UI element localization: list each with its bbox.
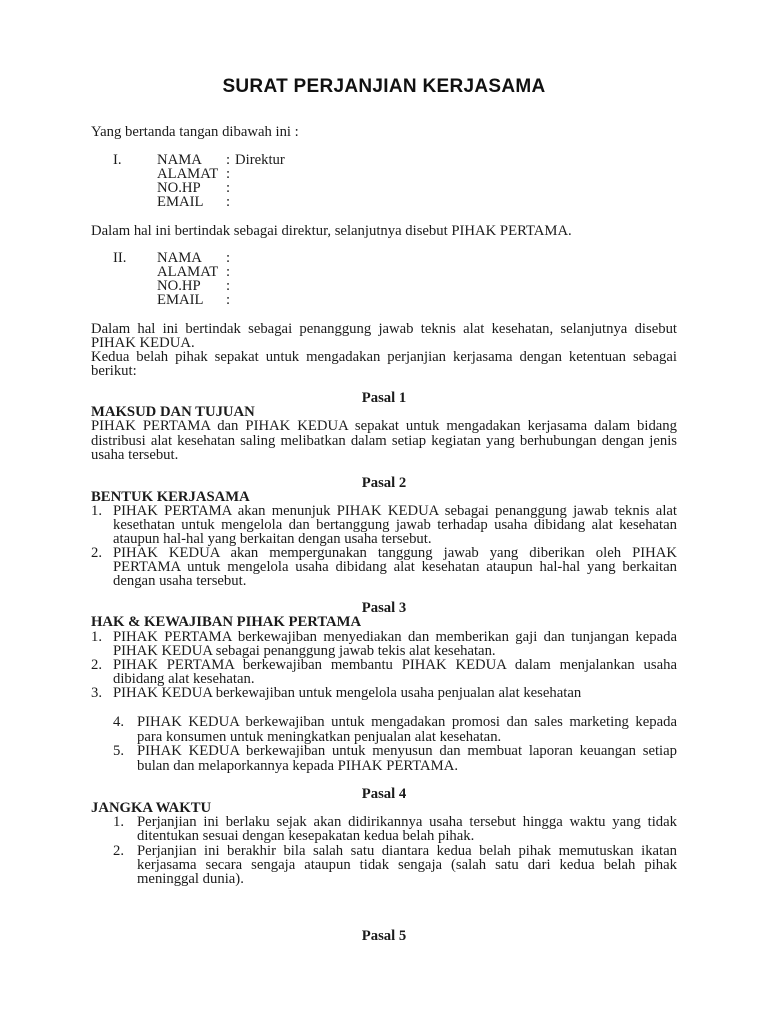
paragraph-line: kerjasama secara sengaja ataupun tidak sengaja (salah satu dari kedua belah pihak <box>137 856 677 873</box>
article-heading: Pasal 5 <box>361 928 407 944</box>
party-field-row <box>113 181 533 195</box>
field-value-nama: Direktur <box>235 152 285 168</box>
field-label-email: EMAIL <box>157 194 204 210</box>
paragraph-line: berikut: <box>91 363 137 379</box>
list-number: 2. <box>113 842 125 859</box>
paragraph-line: dibidang alat kesehatan. <box>113 671 255 687</box>
paragraph-line: PIHAK KEDUA berkewajiban untuk menyusun dan membuat laporan keuangan setiap <box>137 743 677 760</box>
paragraph-line: PIHAK KEDUA berkewajiban untuk mengelola usaha penjualan alat kesehatan <box>113 685 582 701</box>
list-number: 5. <box>113 743 125 760</box>
list-item <box>91 504 677 546</box>
list-number: 3. <box>91 685 103 701</box>
agreement-intro <box>91 350 677 378</box>
field-label-alamat: ALAMAT <box>157 166 219 182</box>
list-number: 1. <box>91 503 103 519</box>
paragraph-line: PIHAK PERTAMA akan menunjuk PIHAK KEDUA sebagai penanggung jawab teknis alat <box>113 503 677 519</box>
field-label-nama: NAMA <box>157 250 202 266</box>
paragraph-line: PIHAK PERTAMA berkewajiban menyediakan dan memberikan gaji dan tunjangan kepada <box>113 629 677 645</box>
party-field-row <box>113 251 533 265</box>
paragraph-line: Dalam hal ini bertindak sebagai penanggung jawab teknis alat kesehatan, selanjutnya disebut <box>91 321 677 337</box>
field-label-nohp: NO.HP <box>157 180 201 196</box>
field-separator: : <box>226 264 231 280</box>
intro-text: Yang bertanda tangan dibawah ini : <box>91 124 299 140</box>
article-heading: Pasal 1 <box>361 390 407 406</box>
party-field-row <box>113 279 533 293</box>
field-separator: : <box>226 152 231 168</box>
party-field-row <box>113 265 533 279</box>
list-item <box>113 844 677 887</box>
paragraph-line: para konsumen untuk meningkatkan penjualan alat kesehatan. <box>137 728 502 745</box>
party-field-row <box>113 293 533 307</box>
party-first-identity <box>113 153 533 209</box>
party-second-role <box>91 322 677 350</box>
paragraph-line: ataupun hal-hal yang berkaitan dengan usaha tersebut. <box>113 531 432 547</box>
list-item <box>91 658 677 686</box>
article-heading: Pasal 4 <box>361 786 407 802</box>
party-field-row <box>113 195 533 209</box>
article-title: JANGKA WAKTU <box>91 800 212 816</box>
article-body <box>91 419 677 463</box>
document-title: SURAT PERJANJIAN KERJASAMA <box>222 76 546 97</box>
field-label-nama: NAMA <box>157 152 202 168</box>
list-item <box>113 715 677 744</box>
field-separator: : <box>226 292 231 308</box>
paragraph-line: meninggal dunia). <box>137 871 244 888</box>
article-list <box>91 630 677 700</box>
field-separator: : <box>226 278 231 294</box>
party-numeral: II. <box>113 250 127 266</box>
article-list-indented <box>113 715 677 773</box>
paragraph-line: distribusi alat kesehatan saling melibatkan dalam setiap kegiatan yang berhubungan dengan jenis <box>91 432 677 449</box>
list-number: 2. <box>91 545 103 561</box>
field-separator: : <box>226 250 231 266</box>
paragraph-line: Kedua belah pihak sepakat untuk mengadakan perjanjian kerjasama dengan ketentuan sebagai <box>91 349 677 365</box>
list-item <box>113 744 677 773</box>
paragraph-line: PIHAK KEDUA sebagai penanggung jawab tekis alat kesehatan. <box>113 643 496 659</box>
list-number: 1. <box>91 629 103 645</box>
field-label-nohp: NO.HP <box>157 278 201 294</box>
list-item <box>91 630 677 658</box>
paragraph-line: ditentukan sesuai dengan kesepakatan kedua belah pihak. <box>137 828 475 845</box>
article-list-indented <box>113 815 677 886</box>
article-list <box>91 504 677 588</box>
article-heading: Pasal 2 <box>361 475 407 491</box>
field-separator: : <box>226 180 231 196</box>
party-numeral: I. <box>113 152 122 168</box>
paragraph-line: PIHAK PERTAMA berkewajiban membantu PIHAK KEDUA dalam menjalankan usaha <box>113 657 677 673</box>
article-title: BENTUK KERJASAMA <box>91 489 250 505</box>
list-item <box>113 815 677 844</box>
list-number: 1. <box>113 814 125 830</box>
paragraph-line: Perjanjian ini berlaku sejak akan didirikannya usaha tersebut hingga waktu yang tidak <box>137 814 677 830</box>
paragraph-line: PIHAK KEDUA. <box>91 335 195 351</box>
paragraph-line: PERTAMA untuk mengelola usaha dibidang alat kesehatan ataupun hal-hal yang berkaitan <box>113 559 677 575</box>
list-item <box>91 546 677 588</box>
paragraph-line: bulan dan melaporkannya kepada PIHAK PERTAMA. <box>137 757 458 774</box>
paragraph-line: PIHAK KEDUA akan mempergunakan tanggung jawab yang diberikan oleh PIHAK <box>113 545 677 561</box>
paragraph-line: usaha tersebut. <box>91 447 179 463</box>
list-number: 2. <box>91 657 103 673</box>
article-title: MAKSUD DAN TUJUAN <box>91 404 255 420</box>
party-second-identity <box>113 251 533 307</box>
field-label-alamat: ALAMAT <box>157 264 219 280</box>
list-number: 4. <box>113 714 125 730</box>
paragraph-line: PIHAK PERTAMA dan PIHAK KEDUA sepakat untuk mengadakan kerjasama dalam bidang <box>91 418 677 434</box>
paragraph-line: Dalam hal ini bertindak sebagai direktur, selanjutnya disebut PIHAK PERTAMA. <box>91 223 572 239</box>
paragraph-line: kesethatan untuk mengelola dan bertanggung jawab terhadap usaha dibidang alat kesehatan <box>113 517 677 533</box>
article-heading: Pasal 3 <box>361 600 407 616</box>
party-field-row <box>113 167 533 181</box>
field-separator: : <box>226 166 231 182</box>
paragraph-line: PIHAK KEDUA berkewajiban untuk mengadakan promosi dan sales marketing kepada <box>137 714 677 730</box>
field-label-email: EMAIL <box>157 292 204 308</box>
party-field-row <box>113 153 533 167</box>
list-item <box>91 686 677 700</box>
paragraph-line: Perjanjian ini berakhir bila salah satu diantara kedua belah pihak memutuskan ikatan <box>137 842 677 859</box>
paragraph-line: dengan usaha tersebut. <box>113 573 247 589</box>
field-separator: : <box>226 194 231 210</box>
party-first-role <box>91 224 677 238</box>
article-title: HAK & KEWAJIBAN PIHAK PERTAMA <box>91 614 362 630</box>
